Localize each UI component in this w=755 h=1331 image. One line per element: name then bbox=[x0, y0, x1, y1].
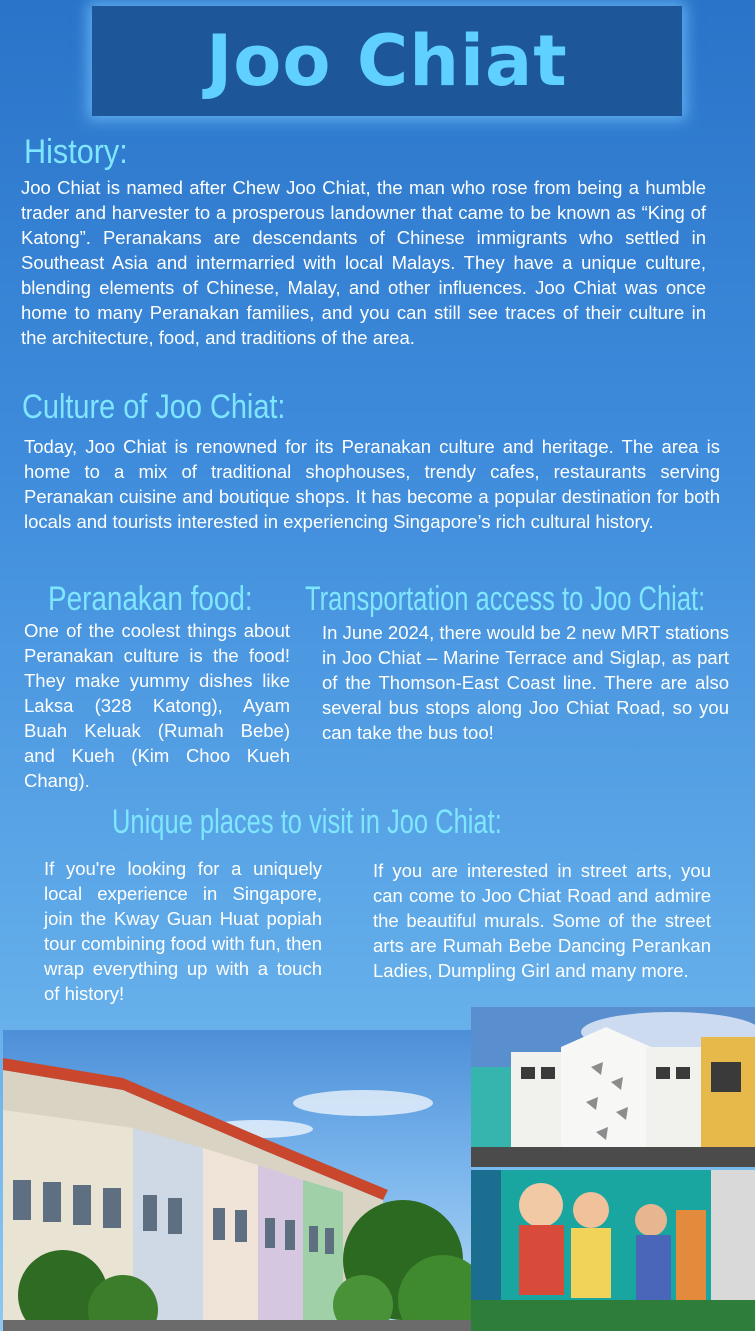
history-text: Joo Chiat is named after Chew Joo Chiat, the man who rose from being a humble trader and harvester to a prosperous landowner that came to be known as “King of Katong”. Peranakans are descendants of Chinese immigrants who settled in Southeast Asia and intermarried with local Malays. They have a unique culture, blending elements of Chinese, Malay, and other influences. Joo Chiat was once home to many Peranakan families, and you can still see traces of their culture in the architecture, food, and traditions of the area. bbox=[21, 177, 706, 348]
building-photo bbox=[471, 1007, 755, 1167]
history-heading: History: bbox=[24, 133, 128, 171]
shophouses-photo bbox=[3, 1030, 471, 1331]
title-banner bbox=[92, 6, 682, 116]
transport-heading: Transportation access to Joo Chiat: bbox=[305, 580, 706, 618]
places-heading: Unique places to visit in Joo Chiat: bbox=[112, 803, 502, 841]
places-right-text: If you are interested in street arts, you can come to Joo Chiat Road and admire the beautiful murals. Some of the street arts are Rumah Bebe Dancing Perankan Ladies, Dumpling Girl and many more. bbox=[373, 860, 711, 981]
page-title: Joo Chiat bbox=[206, 20, 568, 102]
transport-text: In June 2024, there would be 2 new MRT stations in Joo Chiat – Marine Terrace and Siglap, as part of the Thomson-East Coast line. There are also several bus stops along Joo Chiat Road, so you can take the bus too! bbox=[322, 622, 729, 743]
culture-heading: Culture of Joo Chiat: bbox=[22, 388, 286, 426]
food-text: One of the coolest things about Peranakan culture is the food! They make yummy dishes like Laksa (328 Katong), Ayam Buah Keluak (Rumah Bebe) and Kueh (Kim Choo Kueh Chang). bbox=[24, 620, 290, 791]
places-left-text: If you're looking for a uniquely local experience in Singapore, join the Kway Guan Huat popiah tour combining food with fun, then wrap everything up with a touch of history! bbox=[44, 858, 322, 1004]
mural-photo bbox=[471, 1170, 755, 1331]
food-heading: Peranakan food: bbox=[48, 580, 253, 618]
culture-text: Today, Joo Chiat is renowned for its Peranakan culture and heritage. The area is home to a mix of traditional shophouses, trendy cafes, restaurants serving Peranakan cuisine and boutique shops. It has become a popular destination for both locals and tourists interested in experiencing Singapore’s rich cultural history. bbox=[24, 436, 720, 532]
